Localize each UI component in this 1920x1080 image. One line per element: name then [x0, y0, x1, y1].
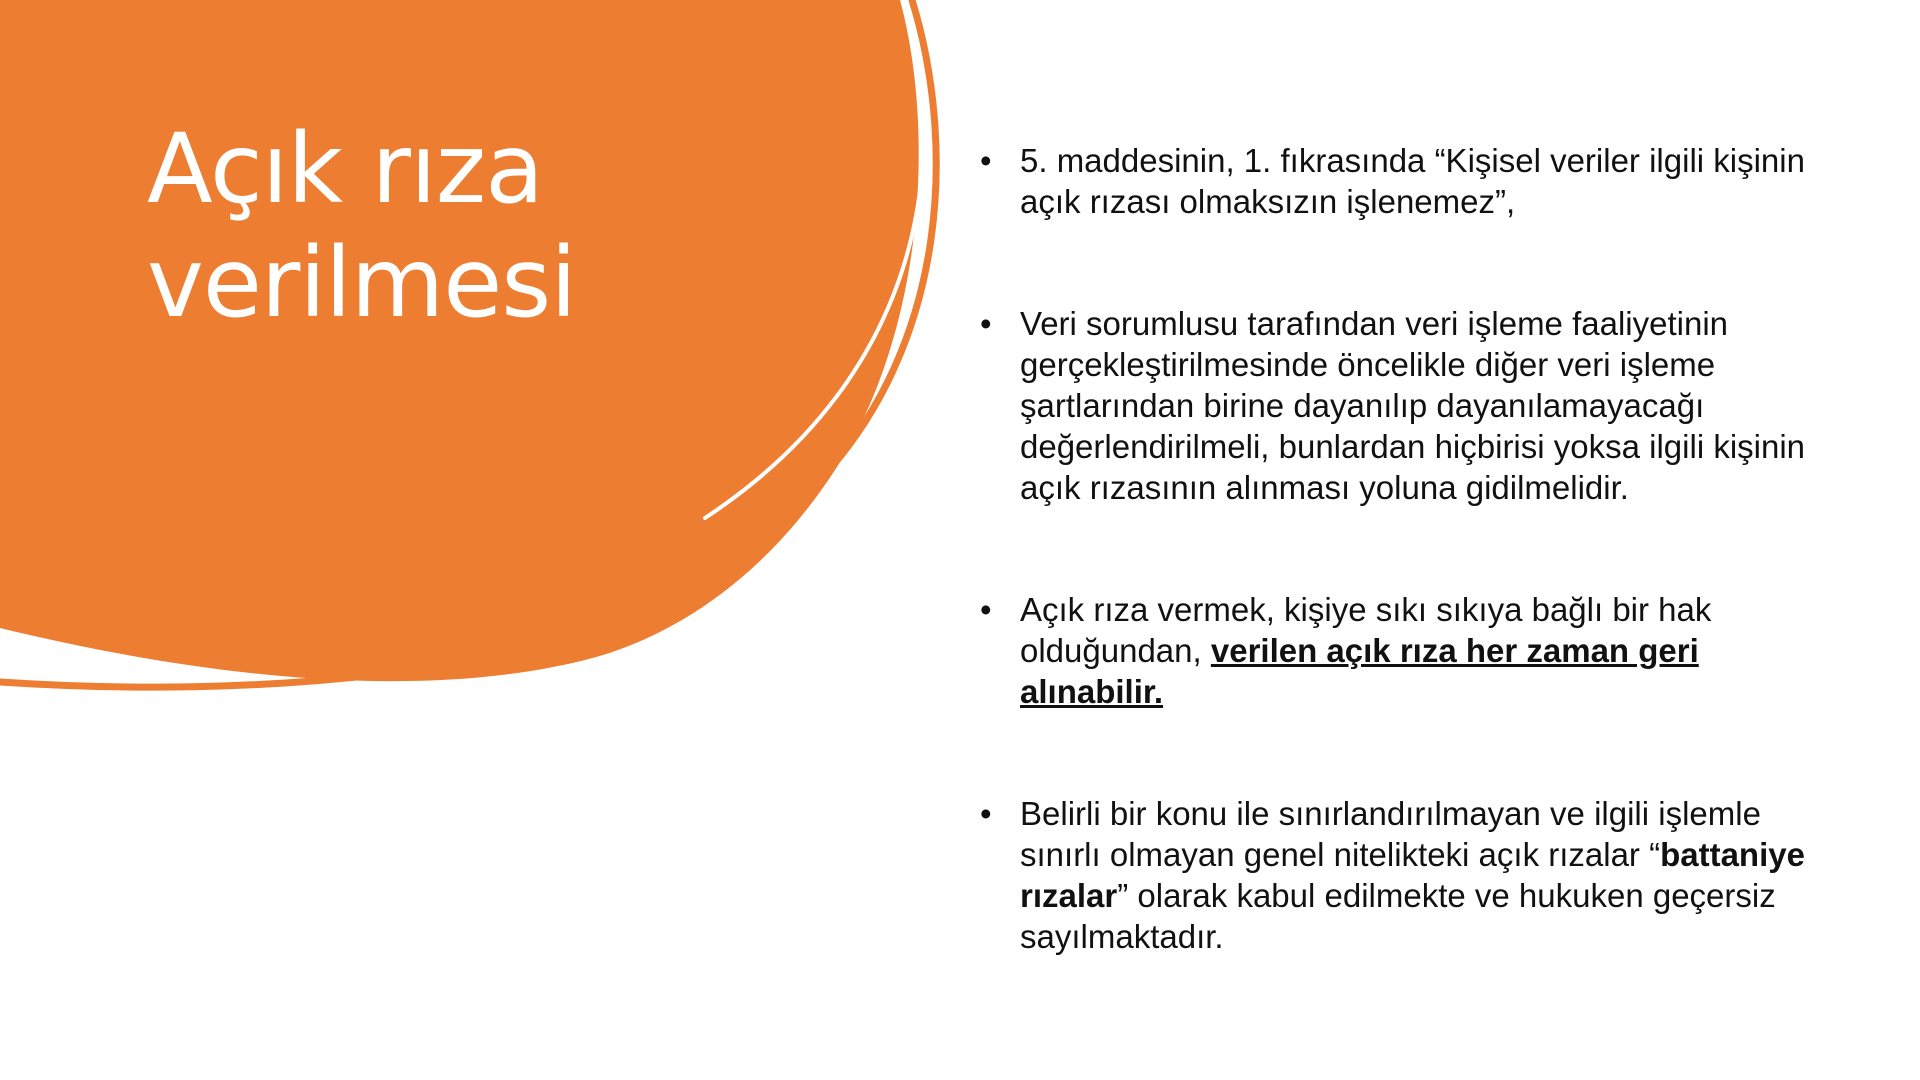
- title-line-1: Açık rıza: [147, 113, 543, 225]
- bullet-item: [980, 303, 1810, 508]
- bullet-item: [980, 140, 1810, 222]
- bullet-text: 5. maddesinin, 1. fıkrasında “Kişisel veriler ilgili kişinin açık rızası olmaksızın işlenemez”,: [1020, 142, 1805, 220]
- bullet-text: Belirli bir konu ile sınırlandırılmayan ve ilgili işlemle sınırlı olmayan genel nitelikteki açık rızalar “: [1020, 795, 1761, 873]
- bullet-item: [980, 793, 1810, 957]
- bullet-text: Veri sorumlusu tarafından veri işleme faaliyetinin gerçekleştirilmesinde öncelikle diğer veri işleme şartlarından birine dayanılıp dayanılamayacağı değerlendirilmeli, bunlardan hiçbirisi yoksa ilgili kişinin açık rızasının alınması yoluna gidilmelidir.: [1020, 305, 1806, 506]
- title-line-2: verilmesi: [147, 227, 576, 339]
- bullet-text-after: ” olarak kabul edilmekte ve hukuken geçersiz sayılmaktadır.: [1020, 877, 1776, 955]
- slide-title: [147, 112, 847, 340]
- bullet-emphasis-underlined: verilen açık rıza her zaman geri alınabilir.: [1020, 632, 1699, 710]
- orange-blob: [0, 0, 919, 681]
- bullet-emphasis-bold: battaniye rızalar: [1020, 836, 1805, 914]
- bullet-list: [980, 140, 1810, 957]
- bullet-text: Açık rıza vermek, kişiye sıkı sıkıya bağlı bir hak olduğundan,: [1020, 591, 1712, 669]
- bullet-item: [980, 589, 1810, 712]
